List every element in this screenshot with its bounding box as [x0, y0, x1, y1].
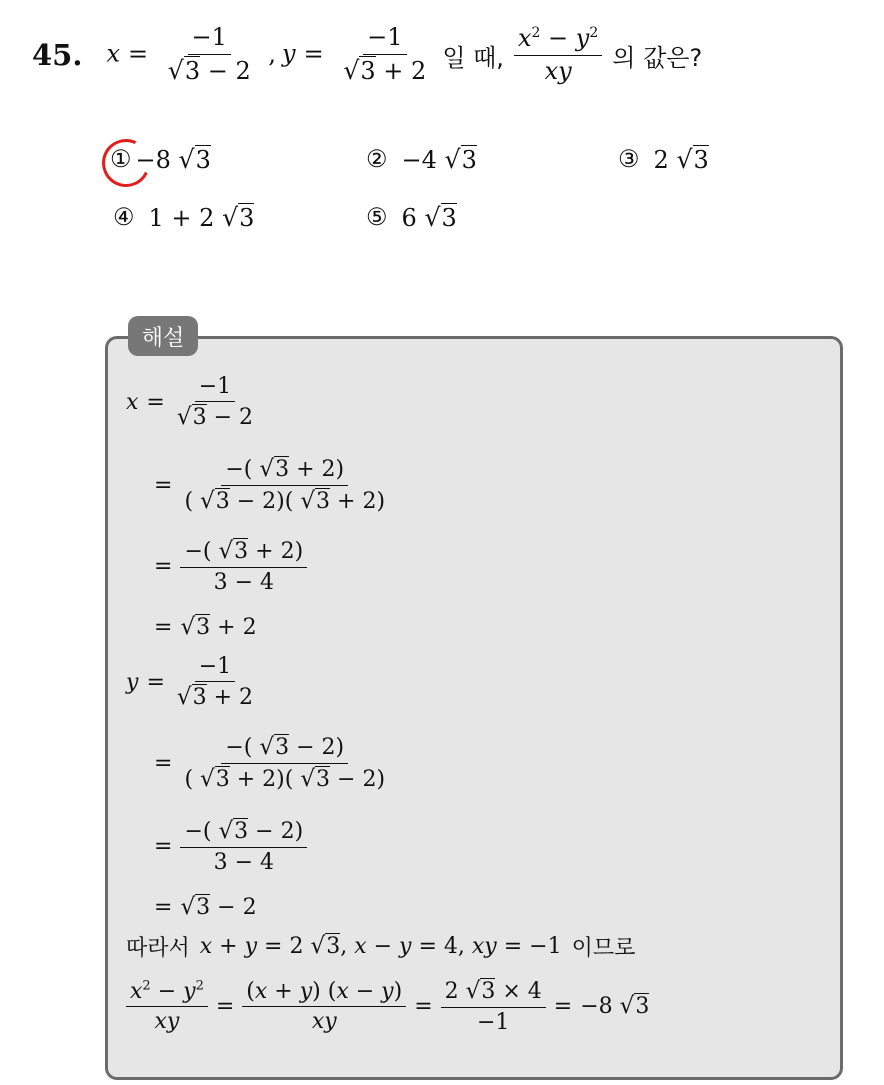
- option-5[interactable]: [366, 200, 457, 234]
- option-4[interactable]: [113, 200, 254, 234]
- question-line: [32, 20, 702, 90]
- solution-final: $\frac{x^2 - y^2}{xy}$ = $\frac{(x + y) (x - y)}{xy}$ = $\frac{2 √3 \times 4}{-1}$ = −8 √3: [126, 978, 649, 1035]
- solution-y-step-2: = $\frac{-( √3 - 2)}{( √3 + 2)( √3 - 2)}$: [154, 734, 386, 792]
- solution-y-step-3: = $\frac{-( √3 - 2)}{3 - 4}$: [146, 818, 307, 875]
- option-3[interactable]: [618, 142, 709, 176]
- question-when: 일 때,: [442, 43, 504, 72]
- question-number: 45.: [32, 38, 83, 72]
- option-1-marker: ①: [110, 145, 132, 173]
- solution-x-step-2: = $\frac{-( √3 + 2)}{( √3 - 2)( √3 + 2)}$: [154, 456, 386, 514]
- option-3-marker: ③: [618, 145, 640, 173]
- question-expression: $\frac{x^2 - y^2}{xy}$: [514, 25, 602, 85]
- solution-label: 해설: [128, 316, 198, 356]
- solution-y-step-1: y = $\frac{-1}{√3 + 2}$: [126, 654, 254, 711]
- option-4-value: 1 + 2 √3: [148, 202, 255, 232]
- option-2[interactable]: [366, 142, 477, 176]
- answer-circle-icon: [95, 132, 157, 194]
- option-4-marker: ④: [113, 203, 135, 231]
- question-math: x = $\frac{-1}{√3 - 2}$ , y = $\frac{-1}{√3 + 2}$: [106, 23, 427, 85]
- solution-x-result: = √3 + 2: [154, 614, 257, 640]
- solution-x-step-3: = $\frac{-( √3 + 2)}{3 - 4}$: [146, 538, 307, 595]
- option-5-value: 6 √3: [401, 202, 457, 232]
- therefore-suffix: 이므로: [571, 935, 636, 961]
- option-1-value: −8 √3: [135, 144, 211, 174]
- solution-x-step-1: x = $\frac{-1}{√3 - 2}$: [126, 374, 253, 431]
- solution-therefore-line: 따라서 x + y = 2 √3, x − y = 4, xy = −1 이므로: [126, 928, 635, 964]
- option-2-marker: ②: [366, 145, 388, 173]
- option-5-marker: ⑤: [366, 203, 388, 231]
- question-ask: 의 값은?: [612, 43, 703, 72]
- option-3-value: 2 √3: [653, 144, 709, 174]
- option-1[interactable]: [110, 142, 211, 176]
- therefore-prefix: 따라서: [126, 935, 190, 961]
- option-2-value: −4 √3: [401, 144, 477, 174]
- solution-y-result: = √3 − 2: [154, 894, 257, 920]
